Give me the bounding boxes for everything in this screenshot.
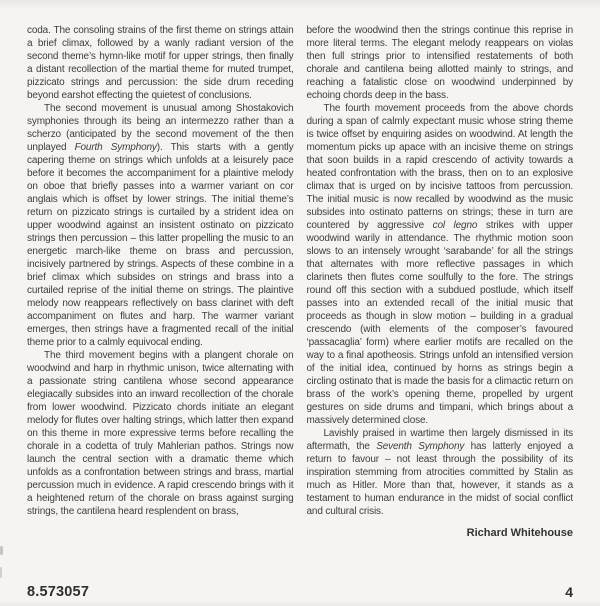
text-segment: The fourth movement proceeds from the above chords during a span of calmly expectant music whose string theme is twice offset by enquiring asides on woodwind. At length the momentum picks up apace with an incisive theme on strings that soon builds in a rapid crescendo of activity towards a heated confrontation with the brass, then on to an explosive climax that is urged on by incisive tattoos from percussion. The initial music is now recalled by woodwind as the music subsides into ostinato patterns on strings; these in turn are countered by aggressive [306, 103, 573, 231]
italic-text: Fourth Symphony [74, 142, 157, 153]
left-paragraphs [27, 24, 294, 518]
paragraph [27, 349, 294, 518]
author-credit: Richard Whitehouse [466, 527, 573, 539]
paragraph [307, 102, 574, 427]
paragraph [27, 24, 294, 102]
text-segment: ). This starts with a gently capering theme on strings which unfolds at a leisurely pace before it becomes the accompaniment for a plaintive melody on oboe that briefly passes into a warmer variant on cor anglais which is offset by lower strings. The initial theme’s return on pizzicato strings is curtailed by a strident idea on upper woodwind against an insistent ostinato on pizzicato strings then percussion – this latter propelling the music to an energetic march-like theme on brass and percussion, incisively partnered by strings. Aspects of these combine in a brief climax which subsides on strings and brass into a curtailed reprise of the initial theme on strings. The plaintive melody now reappears reflectively on bass clarinet with deft accompaniment on flutes and harp. The warmer variant emerges, then strings have a fragmented recall of the initial theme prior to a calmly equivocal ending. [27, 142, 294, 348]
right-paragraphs [307, 24, 574, 518]
paragraph [307, 24, 574, 102]
text-columns [27, 24, 573, 540]
scan-edge-bottom [0, 600, 600, 606]
text-column-right [307, 24, 574, 540]
scan-artifact [0, 546, 3, 555]
text-segment: Lavishly praised in wartime then largely dismissed in its aftermath, the [306, 428, 573, 452]
text-segment: The third movement begins with a plangent chorale on woodwind and harp in rhythmic unison, twice alternating with a passionate string cantilena whose second appearance elegiacally subsides into an inward recollection of the chorale from lower woodwind. Pizzicato chords initiate an elegant melody for flutes over halting strings, which latter then expand on this theme in more expressive terms before recalling the chorale in a codetta of truly Mahlerian pathos. Strings now launch the central section with a dramatic theme which unfolds as a confrontation between strings and brass, martial percussion much in evidence. A rapid crescendo brings with it a heightened return of the chorale on brass against surging strings, the cantilena heard resplendent on brass, [27, 350, 294, 517]
scan-edge-top [0, 0, 600, 10]
italic-text: Seventh Symphony [376, 441, 465, 452]
text-segment: The second movement is unusual among Shostakovich symphonies through its being an intermezzo rather than a scherzo (anticipated by the second movement of the then unplayed [27, 103, 294, 153]
page-number: 4 [565, 584, 573, 600]
text-column-left [27, 24, 294, 540]
paragraph [307, 427, 574, 518]
catalog-number: 8.573057 [27, 584, 90, 600]
text-segment: strikes with upper woodwind warily in attendance. The rhythmic motion soon slows to an intensely wrought ‘sarabande’ for all the strings that alternates with more reflective passages in which clarinets then flutes come soulfully to the fore. The strings round off this section with a subdued postlude, which itself passes into an extended recall of the initial music that proceeds as though in slow motion – building in a gradual crescendo (with elements of the composer’s favoured ‘passacaglia’ form) where earlier motifs are recalled on the way to a final apotheosis. Strings unfold an intensified version of the initial idea, continued by horns as strings begin a circling ostinato that is made the basis for a climactic return on brass of the work’s opening theme, propelled by urgent gestures on side drums and timpani, which brings about a massively determined close. [306, 220, 573, 426]
italic-text: col legno [432, 220, 478, 231]
paragraph [27, 102, 294, 349]
text-segment: has latterly enjoyed a return to favour – not least through the possibility of its inspiration stemming from atrocities committed by Stalin as much as Hitler. More than that, however, it stands as a testament to human endurance in the midst of social conflict and cultural crisis. [306, 441, 573, 517]
scan-artifact [0, 567, 2, 578]
text-segment: coda. The consoling strains of the first theme on strings attain a brief climax, followed by a wanly radiant version of the second theme’s hymn-like motif for upper strings, then finally a distant recollection of the martial theme for muted trumpet, pizzicato strings and percussion: the side drum receding beyond earshot effecting the quietest of conclusions. [27, 25, 294, 101]
text-segment: before the woodwind then the strings continue this reprise in more literal terms. The elegant melody reappears on violas then full strings prior to intensified restatements of both chorale and cantilena being allotted mainly to strings, and reaching a fatalistic close on woodwind underpinned by echoing chords deep in the bass. [306, 25, 573, 101]
